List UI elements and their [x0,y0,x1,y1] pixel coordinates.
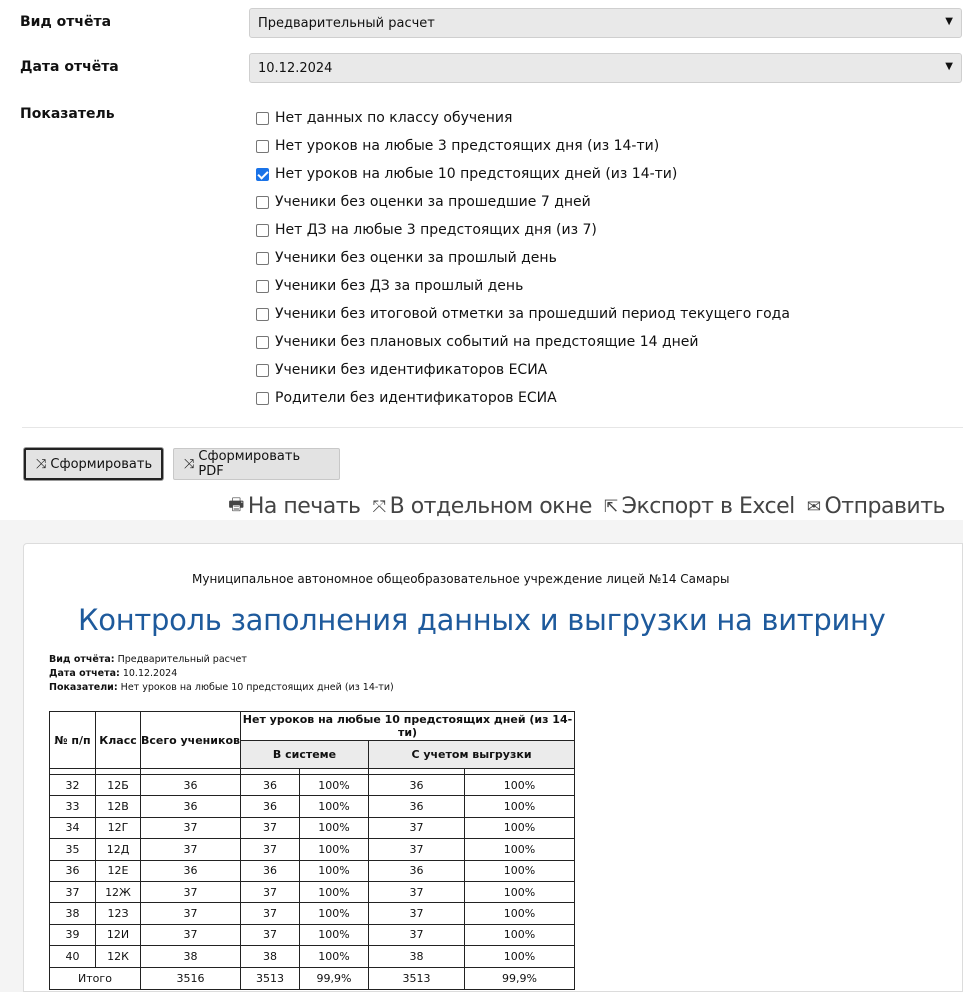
printer-icon: 🖶 [228,495,244,515]
meta-indicators-label: Показатели: [49,682,118,693]
indicator-checkbox[interactable] [256,308,269,321]
table-cell-n: 36 [50,860,96,881]
table-cell-n: 38 [50,903,96,924]
report-date-select[interactable] [249,53,962,83]
indicator-checkbox[interactable] [256,112,269,125]
table-cell-cls: 12Е [96,860,141,881]
indicator-label: Показатель [20,106,115,122]
indicator-option[interactable] [256,132,790,160]
report-type-label: Вид отчёта [20,14,112,30]
generate-pdf-button[interactable] [173,448,340,480]
total-cell-sys: 3513 [241,967,300,989]
table-row [50,881,575,902]
table-cell-exp: 36 [369,796,465,817]
table-cell-sys: 37 [241,817,300,838]
indicator-option-label: Нет уроков на любые 3 предстоящих дня (из 14-ти) [275,138,660,154]
table-cell-exp: 37 [369,903,465,924]
table-row [50,924,575,945]
expand-icon: ⤧ [372,496,386,517]
table-cell-exp: 37 [369,881,465,902]
meta-date-value: 10.12.2024 [122,668,178,679]
report-actions [228,492,945,521]
table-cell-sys: 37 [241,924,300,945]
table-cell-sys-pct: 100% [300,881,369,902]
table-cell-sys-pct: 100% [300,946,369,967]
total-cell-total: 3516 [141,967,241,989]
export-excel-link[interactable] [604,494,795,519]
indicator-option[interactable] [256,216,790,244]
table-cell-exp-pct: 100% [465,881,575,902]
indicator-checkbox[interactable] [256,364,269,377]
table-cell-cls: 12З [96,903,141,924]
table-cell-exp-pct: 100% [465,839,575,860]
table-cell-sys: 37 [241,881,300,902]
table-cell-sys-pct: 100% [300,775,369,796]
indicator-option-label: Родители без идентификаторов ЕСИА [275,390,557,406]
table-row [50,817,575,838]
total-label: Итого [50,967,141,989]
report-title: Контроль заполнения данных и выгрузки на витрину [78,603,886,637]
col-header-group: Нет уроков на любые 10 предстоящих дней (из 14-ти) [241,712,575,741]
total-cell-exp-pct: 99,9% [465,967,575,989]
table-cell-sys: 36 [241,796,300,817]
indicator-option-label: Ученики без итоговой отметки за прошедший период текущего года [275,306,790,322]
meta-date-label: Дата отчета: [49,668,120,679]
report-date-label: Дата отчёта [20,59,119,75]
table-cell-cls: 12Д [96,839,141,860]
indicator-checkbox[interactable] [256,252,269,265]
table-cell-cls: 12Б [96,775,141,796]
indicator-checklist [256,104,790,412]
indicator-option-label: Нет ДЗ на любые 3 предстоящих дня (из 7) [275,222,597,238]
table-row [50,860,575,881]
total-cell-exp: 3513 [369,967,465,989]
col-header-num: № п/п [50,712,96,769]
indicator-option[interactable] [256,328,790,356]
table-cell-total: 37 [141,839,241,860]
report-table [49,711,575,990]
table-cell-exp-pct: 100% [465,946,575,967]
table-cell-sys: 36 [241,775,300,796]
table-cell-sys: 38 [241,946,300,967]
table-total-row [50,967,575,989]
chevron-down-icon: ▼ [945,16,953,27]
table-cell-sys-pct: 100% [300,903,369,924]
meta-indicators-value: Нет уроков на любые 10 предстоящих дней (из 14-ти) [120,682,394,693]
meta-type-value: Предварительный расчет [117,654,247,665]
indicator-checkbox[interactable] [256,280,269,293]
export-icon: ⇱ [603,496,618,517]
indicator-option-label: Ученики без ДЗ за прошлый день [275,278,524,294]
table-cell-total: 37 [141,903,241,924]
indicator-option[interactable] [256,384,790,412]
indicator-checkbox[interactable] [256,336,269,349]
table-cell-sys-pct: 100% [300,796,369,817]
indicator-option-label: Ученики без идентификаторов ЕСИА [275,362,548,378]
table-cell-total: 38 [141,946,241,967]
report-org-name: Муниципальное автономное общеобразовательное учреждение лицей №14 Самары [192,572,730,586]
table-row [50,839,575,860]
table-cell-total: 37 [141,817,241,838]
shuffle-icon: ⤨ [36,456,47,472]
table-cell-exp-pct: 100% [465,775,575,796]
print-link[interactable] [228,492,360,521]
table-row [50,775,575,796]
col-header-total: Всего учеников [141,712,241,769]
send-link-label: Отправить [824,494,945,519]
new-window-link[interactable] [373,494,592,519]
indicator-checkbox[interactable] [256,168,269,181]
report-date-value: 10.12.2024 [258,61,333,76]
table-cell-cls: 12Г [96,817,141,838]
indicator-option-label: Ученики без оценки за прошлый день [275,250,557,266]
col-header-system: В системе [241,741,369,769]
table-cell-n: 33 [50,796,96,817]
indicator-option-label: Нет уроков на любые 10 предстоящих дней (из 14-ти) [275,166,678,182]
table-cell-cls: 12И [96,924,141,945]
table-cell-exp: 36 [369,860,465,881]
report-type-select[interactable] [249,8,962,38]
table-cell-sys-pct: 100% [300,817,369,838]
table-cell-sys-pct: 100% [300,839,369,860]
table-cell-n: 40 [50,946,96,967]
meta-type-label: Вид отчёта: [49,654,115,665]
indicator-checkbox[interactable] [256,196,269,209]
table-cell-n: 34 [50,817,96,838]
table-cell-exp-pct: 100% [465,817,575,838]
send-link[interactable] [807,494,945,519]
table-cell-cls: 12В [96,796,141,817]
report-type-value: Предварительный расчет [258,16,435,31]
table-cell-total: 37 [141,881,241,902]
table-row [50,946,575,967]
new-window-link-label: В отдельном окне [389,494,592,519]
table-cell-n: 32 [50,775,96,796]
table-row [50,903,575,924]
export-excel-link-label: Экспорт в Excel [621,494,795,519]
chevron-down-icon: ▼ [945,61,953,72]
indicator-option[interactable] [256,104,790,132]
report-meta-indicators [49,682,394,693]
table-cell-sys: 37 [241,839,300,860]
indicator-option[interactable] [256,356,790,384]
table-cell-n: 37 [50,881,96,902]
table-cell-exp: 38 [369,946,465,967]
generate-pdf-button-label: Сформировать PDF [198,449,301,479]
indicator-option[interactable] [256,272,790,300]
indicator-option[interactable] [256,244,790,272]
table-cell-sys-pct: 100% [300,924,369,945]
envelope-icon: ✉ [806,496,821,517]
table-cell-exp-pct: 100% [465,796,575,817]
table-cell-n: 35 [50,839,96,860]
print-link-label: На печать [247,494,361,519]
generate-button[interactable] [24,448,163,480]
indicator-option[interactable] [256,188,790,216]
table-cell-exp: 36 [369,775,465,796]
table-cell-exp: 37 [369,817,465,838]
table-cell-exp: 37 [369,924,465,945]
table-cell-exp: 37 [369,839,465,860]
indicator-option[interactable] [256,160,790,188]
table-cell-total: 37 [141,924,241,945]
table-cell-total: 36 [141,860,241,881]
indicator-checkbox[interactable] [256,140,269,153]
report-meta-type [49,654,247,665]
table-cell-n: 39 [50,924,96,945]
table-cell-exp-pct: 100% [465,903,575,924]
table-cell-total: 36 [141,775,241,796]
report-meta-date [49,668,177,679]
indicator-option-label: Ученики без плановых событий на предстоящие 14 дней [275,334,699,350]
table-cell-cls: 12Ж [96,881,141,902]
table-cell-sys: 36 [241,860,300,881]
table-cell-sys: 37 [241,903,300,924]
table-row [50,796,575,817]
table-cell-exp-pct: 100% [465,924,575,945]
col-header-class: Класс [96,712,141,769]
table-cell-total: 36 [141,796,241,817]
generate-button-label: Сформировать [50,456,153,472]
indicator-checkbox[interactable] [256,224,269,237]
shuffle-icon: ⤨ [184,456,195,472]
table-cell-sys-pct: 100% [300,860,369,881]
indicator-option-label: Нет данных по классу обучения [275,110,513,126]
table-cell-cls: 12К [96,946,141,967]
table-cell-exp-pct: 100% [465,860,575,881]
total-cell-sys-pct: 99,9% [300,967,369,989]
indicator-option-label: Ученики без оценки за прошедшие 7 дней [275,194,591,210]
indicator-checkbox[interactable] [256,392,269,405]
indicator-option[interactable] [256,300,790,328]
col-header-export: С учетом выгрузки [369,741,575,769]
divider [22,427,963,428]
